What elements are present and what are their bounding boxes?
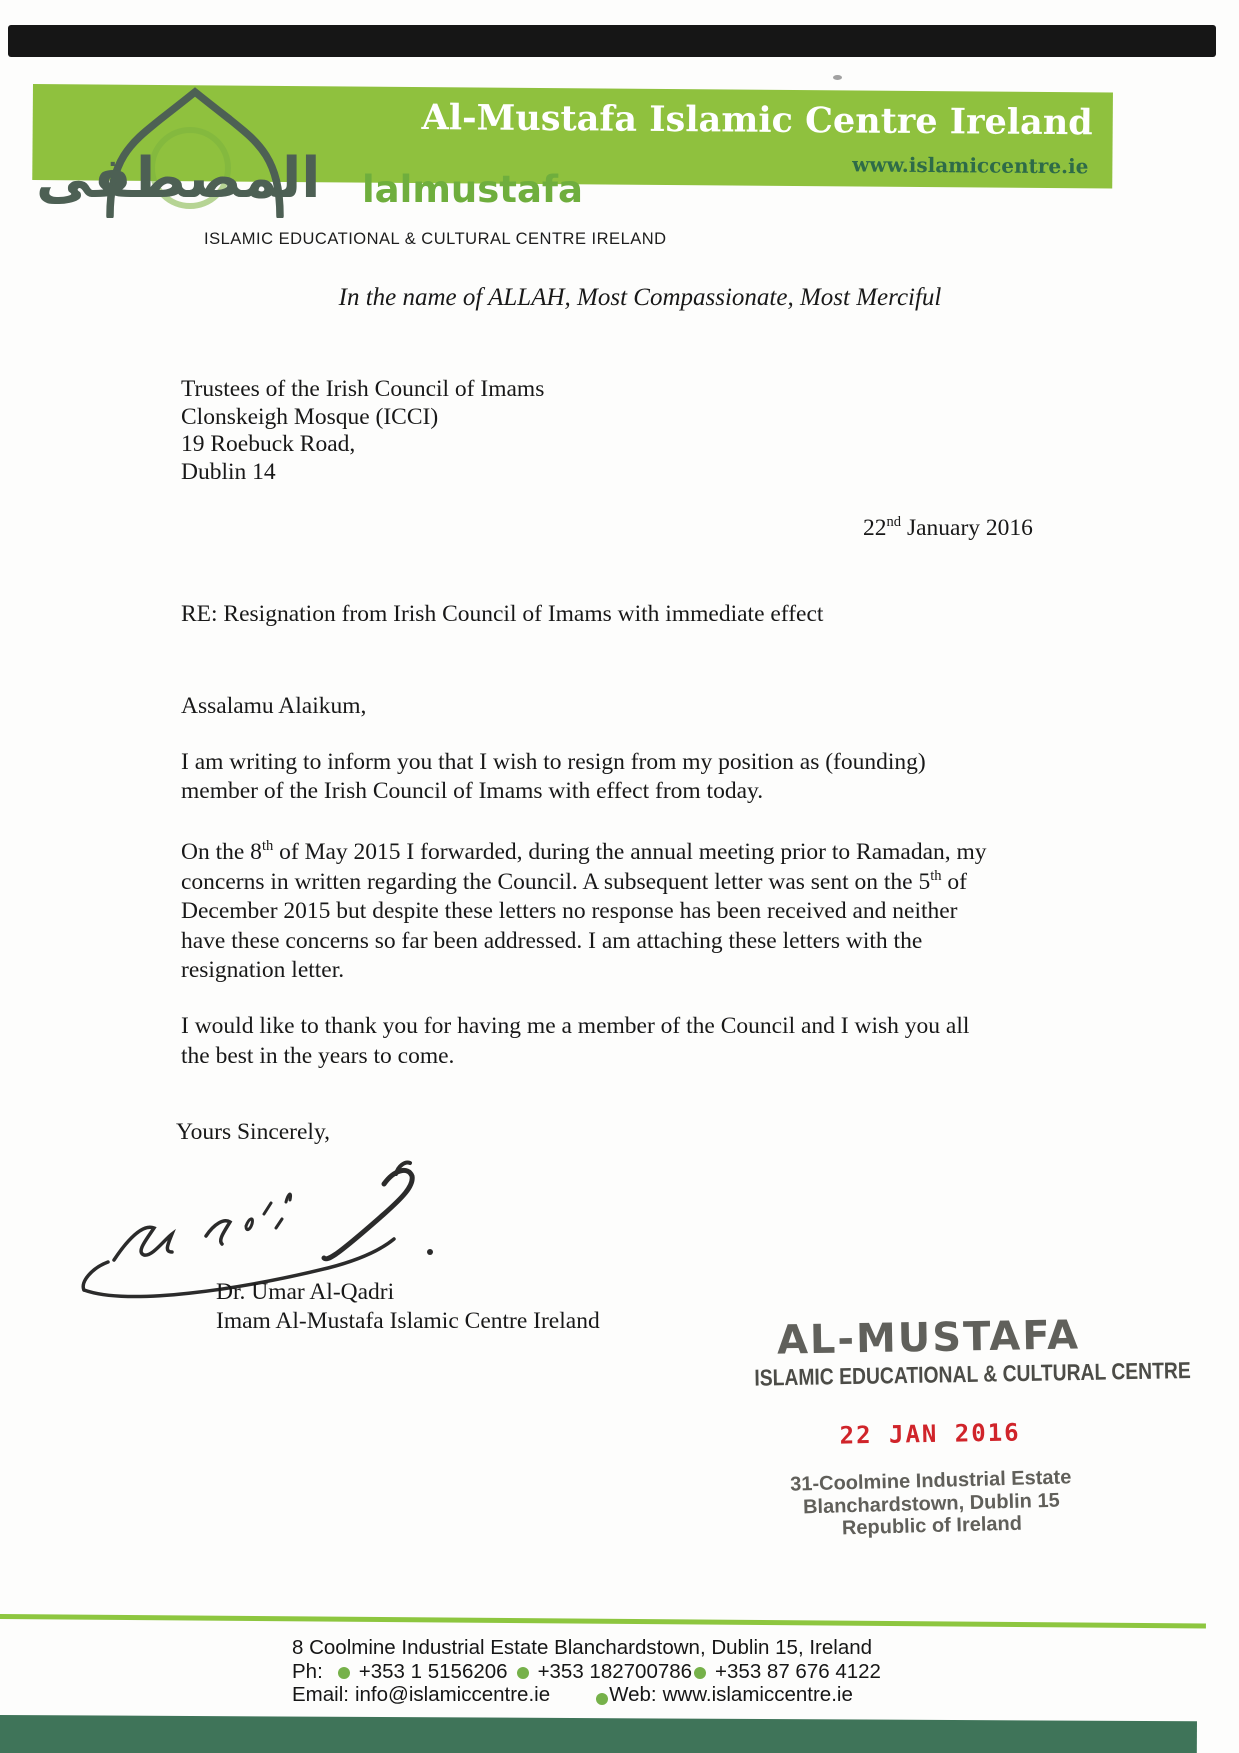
footer-phone-line — [292, 1660, 881, 1684]
bullet-icon — [338, 1667, 350, 1679]
body-line: On the 8th of May 2015 I forwarded, during the annual meeting prior to Ramadan, my — [181, 838, 987, 865]
footer-green-band — [0, 1715, 1197, 1753]
recipient-line: Dublin 14 — [181, 458, 276, 485]
footer-accent-line — [0, 1614, 1206, 1628]
bismillah-line: In the name of ALLAH, Most Compassionate, Most Merciful — [338, 284, 942, 311]
stamp-address-line: 31-Coolmine Industrial Estate — [789, 1466, 1072, 1496]
stamp-org-subtitle: ISLAMIC EDUCATIONAL & CULTURAL CENTRE — [754, 1358, 1191, 1392]
scan-speck — [833, 75, 842, 80]
banner-title: Al-Mustafa Islamic Centre Ireland — [421, 97, 1093, 144]
web-value: www.islamiccentre.ie — [662, 1683, 853, 1706]
footer-address-line: 8 Coolmine Industrial Estate Blanchardstown, Dublin 15, Ireland — [292, 1636, 873, 1659]
stamp-date: 22 JAN 2016 — [839, 1418, 1021, 1450]
closing-line: Yours Sincerely, — [176, 1119, 331, 1145]
footer-contact-block — [292, 1636, 881, 1707]
stamp-address — [741, 1465, 1123, 1542]
body-line: have these concerns so far been addressed. I am attaching these letters with the — [181, 927, 923, 954]
paragraph-2 — [181, 838, 987, 986]
signer-title: Imam Al-Mustafa Islamic Centre Ireland — [216, 1308, 600, 1334]
paragraph-1 — [181, 748, 926, 806]
stamp-address-line: Blanchardstown, Dublin 15 — [802, 1489, 1060, 1518]
recipient-line: Trustees of the Irish Council of Imams — [181, 376, 545, 402]
logo-arabic-text: المصطفى — [36, 146, 321, 211]
salutation: Assalamu Alaikum, — [181, 693, 367, 719]
stamp-org-name: AL-MUSTAFA — [776, 1312, 1081, 1364]
phone-number: +353 182700786 — [537, 1659, 693, 1683]
date-ordinal: nd — [886, 514, 902, 531]
body-line: concerns in written regarding the Council. A subsequent letter was sent on the 5th of — [181, 867, 967, 895]
phone-number: +353 87 676 4122 — [715, 1659, 881, 1683]
body-line: I would like to thank you for having me a member of the Council and I wish you all — [181, 1013, 970, 1039]
letter-date — [863, 515, 1033, 542]
signer-name: Dr. Umar Al-Qadri — [216, 1279, 395, 1305]
bullet-icon — [517, 1667, 529, 1679]
office-stamp — [738, 1312, 1191, 1541]
web-label: Web: — [609, 1683, 657, 1706]
recipient-line: 19 Roebuck Road, — [181, 431, 356, 457]
footer-email-line — [292, 1683, 881, 1707]
body-line: member of the Irish Council of Imams with effect from today. — [181, 778, 764, 804]
subject-line: RE: Resignation from Irish Council of Imams with immediate effect — [181, 601, 824, 627]
body-line: resignation letter. — [181, 957, 345, 983]
recipient-address — [181, 376, 544, 486]
paragraph-3 — [181, 1012, 969, 1071]
phone-label: Ph: — [292, 1659, 323, 1683]
logo-caption: ISLAMIC EDUCATIONAL & CULTURAL CENTRE IRELAND — [204, 230, 667, 248]
body-line: the best in the years to come. — [181, 1042, 455, 1069]
logo-wordmark: lalmustafa — [362, 168, 583, 211]
date-rest: January 2016 — [901, 515, 1033, 541]
email-value: info@islamiccentre.ie — [354, 1683, 551, 1706]
bullet-icon — [596, 1693, 608, 1705]
body-line: I am writing to inform you that I wish to resign from my position as (founding) — [181, 749, 926, 775]
phone-number: +353 1 5156206 — [358, 1659, 508, 1683]
bullet-icon — [694, 1667, 706, 1679]
body-line: December 2015 but despite these letters no response has been received and neither — [181, 898, 958, 924]
recipient-line: Clonskeigh Mosque (ICCI) — [181, 403, 439, 430]
banner-website-url: www.islamiccentre.ie — [852, 152, 1089, 179]
date-day: 22 — [863, 515, 887, 541]
email-label: Email: — [292, 1683, 349, 1706]
scan-artifact-bar — [8, 25, 1216, 57]
stamp-address-line: Republic of Ireland — [841, 1512, 1023, 1540]
